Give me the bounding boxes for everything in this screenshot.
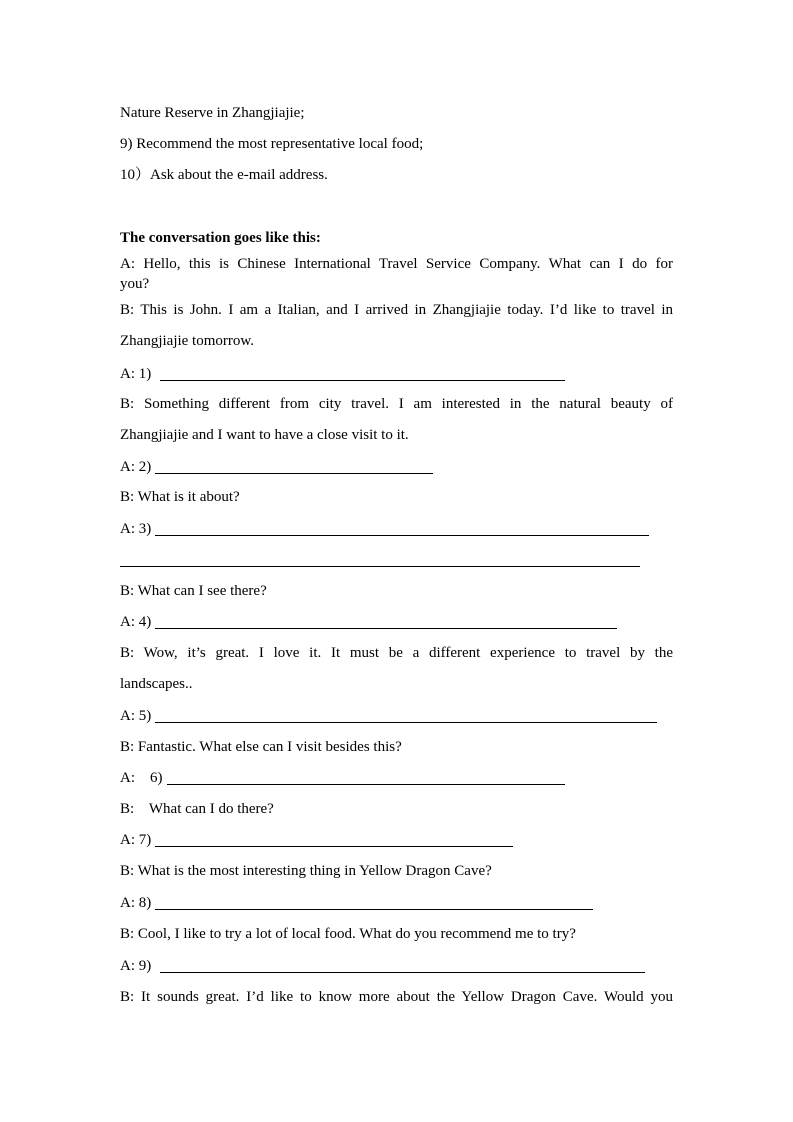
dialogue-line-b-something-cont: Zhangjiajie and I want to have a close visit to it.: [120, 427, 409, 443]
task-item-10: 10）Ask about the e-mail address.: [120, 167, 328, 183]
task-item-8-continuation: Nature Reserve in Zhangjiajie;: [120, 105, 305, 121]
dialogue-line-b-wow: B: Wow, it’s great. I love it. It must be a different experience to travel by the: [120, 645, 673, 661]
answer-label-1: A: 1): [120, 366, 152, 382]
dialogue-line-b-sounds: B: It sounds great. I’d like to know more about the Yellow Dragon Cave. Would you: [120, 989, 673, 1005]
answer-label-7: A: 7): [120, 832, 152, 848]
dialogue-line-b-wow-cont: landscapes..: [120, 676, 193, 692]
dialogue-line-b-fantastic: B: Fantastic. What else can I visit besides this?: [120, 739, 402, 755]
answer-blank-9[interactable]: [160, 972, 645, 973]
answer-blank-3[interactable]: [155, 535, 649, 536]
task-item-9: 9) Recommend the most representative local food;: [120, 136, 424, 152]
answer-blank-1[interactable]: [160, 380, 565, 381]
answer-label-6: A: 6): [120, 770, 163, 786]
dialogue-line-b-cool: B: Cool, I like to try a lot of local food. What do you recommend me to try?: [120, 926, 576, 942]
answer-label-4: A: 4): [120, 614, 152, 630]
dialogue-line-a-greeting: A: Hello, this is Chinese International Travel Service Company. What can I do for: [120, 256, 673, 272]
dialogue-line-b-see: B: What can I see there?: [120, 583, 267, 599]
answer-label-3: A: 3): [120, 521, 152, 537]
dialogue-line-b-interesting: B: What is the most interesting thing in Yellow Dragon Cave?: [120, 863, 492, 879]
answer-label-5: A: 5): [120, 708, 152, 724]
dialogue-line-a-greeting-cont: you?: [120, 276, 150, 292]
conversation-heading: The conversation goes like this:: [120, 230, 321, 246]
answer-blank-4[interactable]: [155, 628, 617, 629]
dialogue-line-b-john: B: This is John. I am a Italian, and I arrived in Zhangjiajie today. I’d like to travel in: [120, 302, 673, 318]
answer-label-9: A: 9): [120, 958, 152, 974]
answer-blank-3-line-2[interactable]: [120, 566, 640, 567]
answer-blank-5[interactable]: [155, 722, 657, 723]
dialogue-line-b-john-cont: Zhangjiajie tomorrow.: [120, 333, 254, 349]
answer-blank-2[interactable]: [155, 473, 433, 474]
answer-label-2: A: 2): [120, 459, 152, 475]
dialogue-line-b-something: B: Something different from city travel. I am interested in the natural beauty of: [120, 396, 673, 412]
dialogue-line-b-do-there: B: What can I do there?: [120, 801, 274, 817]
dialogue-line-b-what-about: B: What is it about?: [120, 489, 240, 505]
answer-blank-8[interactable]: [155, 909, 593, 910]
answer-blank-6[interactable]: [167, 784, 565, 785]
answer-label-8: A: 8): [120, 895, 152, 911]
answer-blank-7[interactable]: [155, 846, 513, 847]
